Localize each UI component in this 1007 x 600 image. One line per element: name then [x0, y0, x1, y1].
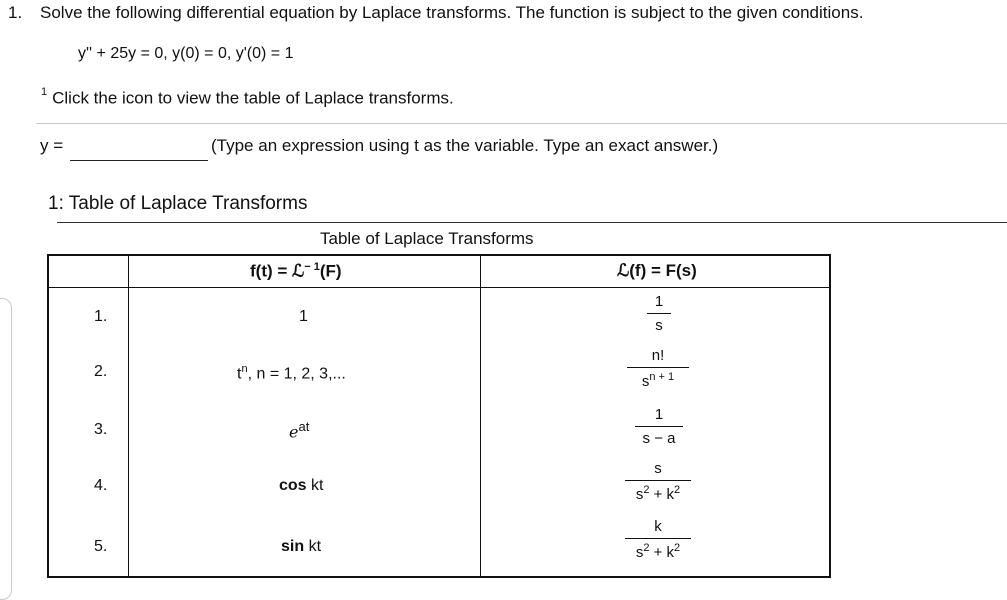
row-number: 3.: [94, 421, 108, 438]
differential-equation: y'' + 25y = 0, y(0) = 0, y'(0) = 1: [78, 45, 294, 62]
divider: [36, 123, 1007, 124]
popup-title: 1: Table of Laplace Transforms: [48, 193, 308, 214]
footnote-marker: 1: [41, 86, 48, 98]
row-F-fraction: 1 s: [647, 293, 671, 334]
popup-title-divider: [57, 222, 1007, 223]
header-f-of-t: f(t) = ℒ$^{- 1}$(F): [250, 261, 342, 281]
table-col-divider: [480, 256, 481, 576]
question-text: Solve the following differential equation by Laplace transforms. The function is subject to the given conditions.: [40, 3, 864, 22]
row-f: cos kt: [279, 477, 324, 494]
row-number: 4.: [94, 477, 108, 494]
row-F-fraction: n! $s^{n + 1}$: [627, 347, 689, 390]
row-number: 1.: [94, 308, 108, 325]
row-f: 1: [299, 308, 308, 325]
table-col-divider: [128, 256, 129, 576]
side-panel-edge: [0, 298, 12, 600]
table-caption: Table of Laplace Transforms: [320, 229, 534, 248]
answer-hint: (Type an expression using t as the variable. Type an exact answer.): [211, 136, 719, 155]
row-F-fraction: k $s^2 + k^2$: [625, 518, 691, 561]
header-F-of-s: ℒ(f) = F(s): [617, 261, 697, 280]
row-F-fraction: s $s^2 + k^2$: [625, 460, 691, 503]
question-number: 1.: [8, 3, 23, 22]
answer-label: y =: [40, 136, 64, 155]
answer-input[interactable]: [70, 138, 208, 161]
row-f: sin kt: [281, 538, 322, 555]
row-F-fraction: 1 s − a: [635, 406, 683, 447]
laplace-table-link[interactable]: [41, 88, 454, 109]
table-header-divider: [49, 287, 829, 288]
row-f: $t^n$, n = 1, 2, 3,...: [237, 363, 346, 383]
footnote-text: Click the icon to view the table of Laplace transforms.: [52, 88, 454, 108]
row-f: $e^{at}$: [289, 419, 310, 442]
row-number: 2.: [94, 363, 108, 380]
row-number: 5.: [94, 538, 108, 555]
laplace-table: [47, 254, 831, 578]
